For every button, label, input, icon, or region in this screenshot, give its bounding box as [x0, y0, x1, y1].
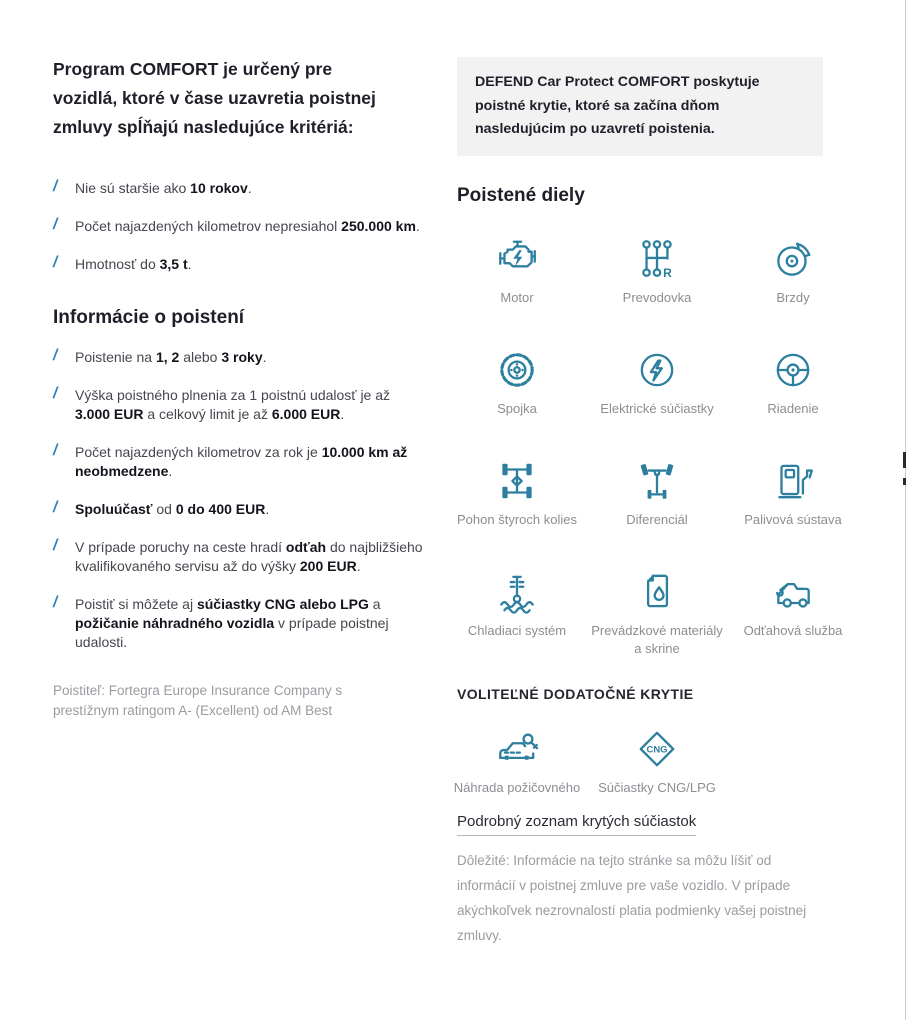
part-label: Odťahová služba	[743, 622, 843, 638]
bullet-item	[53, 348, 425, 367]
bullet-text: Spoluúčasť od 0 do 400 EUR.	[75, 501, 270, 517]
differential-icon	[634, 458, 680, 504]
part-label: Prevodovka	[622, 289, 692, 305]
slash-bullet-icon: /	[53, 537, 58, 554]
bullet-item	[53, 255, 425, 274]
gearbox-icon	[634, 236, 680, 282]
scrollbar-thumb[interactable]	[903, 478, 906, 485]
insured-part-item	[577, 456, 737, 567]
insured-part-item	[737, 456, 849, 567]
bullet-text: V prípade poruchy na ceste hradí odťah do najbližšieho kvalifikovaného servisu až do výšky 200 EUR.	[75, 539, 423, 574]
part-label: Spojka	[497, 400, 537, 416]
insured-part-item	[457, 567, 577, 678]
covered-parts-link[interactable]: Podrobný zoznam krytých súčiastok	[457, 813, 696, 836]
coverage-highlight-box: DEFEND Car Protect COMFORT poskytuje poistné krytie, ktoré sa začína dňom nasledujúcim po uzavretí poistenia.	[457, 57, 823, 156]
bullet-item	[53, 595, 425, 652]
optional-coverage-item	[453, 724, 581, 797]
part-label: Elektrické súčiastky	[600, 400, 714, 416]
bullet-text: Nie sú staršie ako 10 rokov.	[75, 180, 252, 196]
optional-coverage-heading: VOLITEĽNÉ DODATOČNÉ KRYTIE	[457, 685, 694, 702]
part-label: Brzdy	[776, 289, 810, 305]
insurance-info-heading: Informácie o poistení	[53, 307, 245, 328]
part-label: Prevádzkové materiály a skrine	[591, 622, 723, 656]
part-label: Diferenciál	[626, 511, 688, 527]
cng-lpg-icon	[634, 726, 680, 772]
insured-part-item	[577, 567, 737, 678]
insured-parts-heading: Poistené diely	[457, 184, 585, 206]
part-label: Palivová sústava	[744, 511, 842, 527]
insured-part-item	[577, 234, 737, 345]
part-label: Náhrada požičovného	[453, 779, 581, 795]
engine-icon	[494, 236, 540, 282]
slash-bullet-icon: /	[53, 216, 58, 233]
cooling-system-icon	[494, 569, 540, 615]
brake-icon	[770, 236, 816, 282]
clutch-icon	[494, 347, 540, 393]
bullet-item	[53, 500, 425, 519]
bullet-text: Výška poistného plnenia za 1 poistnú udalosť je až 3.000 EUR a celkový limit je až 6.000 EUR.	[75, 387, 391, 422]
slash-bullet-icon: /	[53, 499, 58, 516]
slash-bullet-icon: /	[53, 178, 58, 195]
fluids-canister-icon	[634, 569, 680, 615]
bullet-item	[53, 386, 425, 424]
insured-part-item	[737, 234, 849, 345]
insured-part-item	[737, 567, 849, 678]
coverage-column	[453, 57, 849, 961]
part-label: Pohon štyroch kolies	[457, 511, 577, 527]
part-label: Riadenie	[767, 400, 819, 416]
part-label: Súčiastky CNG/LPG	[598, 779, 716, 795]
part-label: Chladiaci systém	[467, 622, 567, 638]
insured-part-item	[457, 234, 577, 345]
slash-bullet-icon: /	[53, 347, 58, 364]
slash-bullet-icon: /	[53, 594, 58, 611]
insured-part-item	[737, 345, 849, 456]
insurance-info-list	[53, 348, 425, 652]
bullet-item	[53, 443, 425, 481]
bullet-item	[53, 538, 425, 576]
program-criteria-heading: Program COMFORT je určený pre vozidlá, ktoré v čase uzavretia poistnej zmluvy spĺňajú nasledujúce kritériá:	[53, 59, 376, 137]
steering-icon	[770, 347, 816, 393]
bullet-text: Počet najazdených kilometrov za rok je 10.000 km až neobmedzene.	[75, 444, 408, 479]
electrical-parts-icon	[634, 347, 680, 393]
insured-part-item	[457, 345, 577, 456]
fuel-system-icon	[770, 458, 816, 504]
scrollbar-track[interactable]	[905, 0, 906, 1020]
part-label: Motor	[500, 289, 534, 305]
program-info-column	[53, 55, 425, 734]
bullet-text: Poistenie na 1, 2 alebo 3 roky.	[75, 349, 267, 365]
insured-part-item	[457, 456, 577, 567]
bullet-text: Poistiť si môžete aj súčiastky CNG alebo LPG a požičanie náhradného vozidla v prípade poistnej udalosti.	[75, 596, 389, 650]
bullet-text: Počet najazdených kilometrov nepresiahol 250.000 km.	[75, 218, 420, 234]
rental-car-icon	[494, 726, 540, 772]
slash-bullet-icon: /	[53, 254, 58, 271]
scrollbar-thumb[interactable]	[903, 452, 906, 468]
bullet-item	[53, 217, 425, 236]
bullet-item	[53, 179, 425, 198]
svg-text:R: R	[663, 265, 672, 280]
four-wheel-drive-icon	[494, 458, 540, 504]
insured-parts-grid	[457, 234, 849, 678]
slash-bullet-icon: /	[53, 442, 58, 459]
insurer-note: Poistiteľ: Fortegra Europe Insurance Company s prestížnym ratingom A- (Excellent) od AM Best	[53, 683, 343, 718]
optional-coverage-item	[577, 724, 737, 797]
criteria-list	[53, 179, 425, 274]
svg-text:CNG: CNG	[646, 743, 668, 755]
slash-bullet-icon: /	[53, 385, 58, 402]
tow-truck-icon	[770, 569, 816, 615]
insured-part-item	[577, 345, 737, 456]
bullet-text: Hmotnosť do 3,5 t.	[75, 256, 192, 272]
disclaimer-text: Dôležité: Informácie na tejto stránke sa môžu líšiť od informácií v poistnej zmluve pre vaše vozidlo. V prípade akýchkoľvek nezrovnalostí platia podmienky vašej poistnej zmluvy.	[457, 852, 807, 943]
optional-coverage-grid	[453, 724, 849, 797]
